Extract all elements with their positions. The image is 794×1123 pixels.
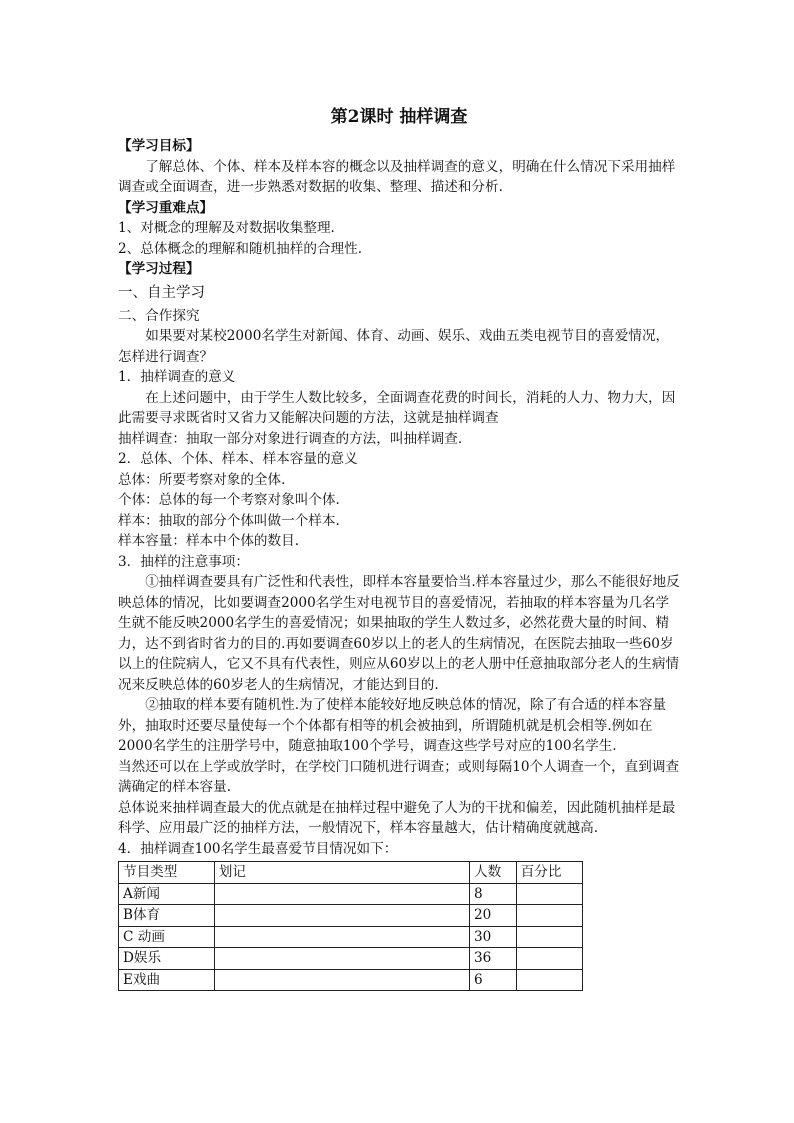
table-cell — [214, 969, 469, 991]
definition-item: 总体：所要考察对象的全体. — [118, 471, 286, 488]
table-cell: 8 — [470, 883, 517, 905]
table-row — [119, 969, 583, 991]
section2-title: 2．总体、个体、样本、样本容量的意义 — [118, 451, 358, 467]
table-cell: 6 — [470, 969, 517, 991]
document-page — [118, 104, 680, 991]
section3-note: 当然还可以在上学或放学时，在学校门口随机进行调查；或则每隔10个人调查一个，直到调查满确定的样本容量. — [118, 758, 680, 795]
page-title: 第2课时 抽样调查 — [330, 107, 468, 127]
table-row — [119, 905, 583, 927]
table-row — [119, 883, 583, 905]
table-cell — [214, 905, 469, 927]
definition-item: 样本容量：样本中个体的数目. — [118, 533, 300, 549]
table-cell — [516, 926, 582, 948]
table-cell: 30 — [470, 926, 517, 948]
table-cell — [214, 948, 469, 970]
section3-summary: 总体说来抽样调查最大的优点就是在抽样过程中避免了人为的干扰和偏差，因此随机抽样是最科学、应用最广泛的抽样方法，一般情况下，样本容量越大，估计精确度就越高. — [118, 799, 676, 836]
table-cell: D娱乐 — [119, 948, 215, 970]
section1-definition: 抽样调查：抽取一部分对象进行调查的方法，叫抽样调查. — [118, 430, 463, 447]
table-cell: B体育 — [119, 905, 215, 927]
section1-title: 1．抽样调查的意义 — [118, 369, 236, 385]
keypoints-heading: 【学习重难点】 — [118, 199, 214, 216]
table-header-cell: 百分比 — [516, 862, 582, 884]
question-text: 如果要对某校2000名学生对新闻、体育、动画、娱乐、戏曲五类电视节目的喜爱情况，怎样进行调查？ — [118, 328, 670, 365]
table-cell — [516, 948, 582, 970]
table-row — [119, 926, 583, 948]
coop-heading: 二、合作探究 — [118, 307, 200, 324]
table-cell: 20 — [470, 905, 517, 927]
section3-point1: ①抽样调查要具有广泛性和代表性，即样本容量要恰当.样本容量过少，那么不能很好地反映总体的情况，比如要调查2000名学生对电视节目的喜爱情况，若抽取的样本容量为几名学生就不能反映2000名学生的喜爱情况；如果抽取的学生人数过多，必然花费大量的时间、精力，达不到省时省力的目的.再如要调查60岁以上的老人的生病情况，在医院去抽取一些60岁以上的住院病人，它又不具有代表性，则应从60岁以上的老人册中任意抽取部分老人的生病情况来反映总体的60岁老人的生病情况，才能达到目的. — [118, 574, 680, 693]
goal-heading: 【学习目标】 — [118, 138, 200, 154]
table-cell — [214, 883, 469, 905]
section3-title: 3．抽样的注意事项： — [118, 553, 249, 570]
process-heading: 【学习过程】 — [118, 261, 200, 277]
table-cell: C 动画 — [119, 926, 215, 948]
table-header-row — [119, 862, 583, 884]
table-cell: E戏曲 — [119, 969, 215, 991]
table-cell: A新闻 — [119, 883, 215, 905]
section3-point2: ②抽取的样本要有随机性.为了使样本能较好地反映总体的情况，除了有合适的样本容量外，抽取时还要尽量使每一个个体都有相等的机会被抽到，所谓随机就是机会相等.例如在2000名学生的注册学号中，随意抽取100个学号，调查这些学号对应的100名学生. — [118, 697, 667, 754]
definition-item: 样本：抽取的部分个体叫做一个样本. — [118, 512, 340, 529]
table-row — [119, 948, 583, 970]
definition-item: 个体：总体的每一个考察对象叫个体. — [118, 492, 340, 508]
table-cell — [516, 969, 582, 991]
table-cell — [516, 905, 582, 927]
keypoint-item: 1、对概念的理解及对数据收集整理. — [118, 220, 335, 236]
section4-title: 4．抽样调查100名学生最喜爱节目情况如下： — [118, 840, 398, 857]
table-cell — [214, 926, 469, 948]
survey-table — [118, 861, 583, 991]
keypoint-item: 2、总体概念的理解和随机抽样的合理性. — [118, 240, 363, 257]
self-study-heading: 一、自主学习 — [118, 284, 205, 301]
goal-text: 了解总体、个体、样本及样本容的概念以及抽样调查的意义，明确在什么情况下采用抽样调查或全面调查，进一步熟悉对数据的收集、整理、描述和分析. — [118, 158, 676, 195]
table-cell: 36 — [470, 948, 517, 970]
table-cell — [516, 883, 582, 905]
table-header-cell: 人数 — [470, 862, 517, 884]
section1-text: 在上述问题中，由于学生人数比较多，全面调查花费的时间长，消耗的人力、物力大，因此需要寻求既省时又省力又能解决问题的方法，这就是抽样调查 — [118, 389, 676, 426]
table-header-cell: 节目类型 — [119, 862, 215, 884]
table-header-cell: 划记 — [214, 862, 469, 884]
